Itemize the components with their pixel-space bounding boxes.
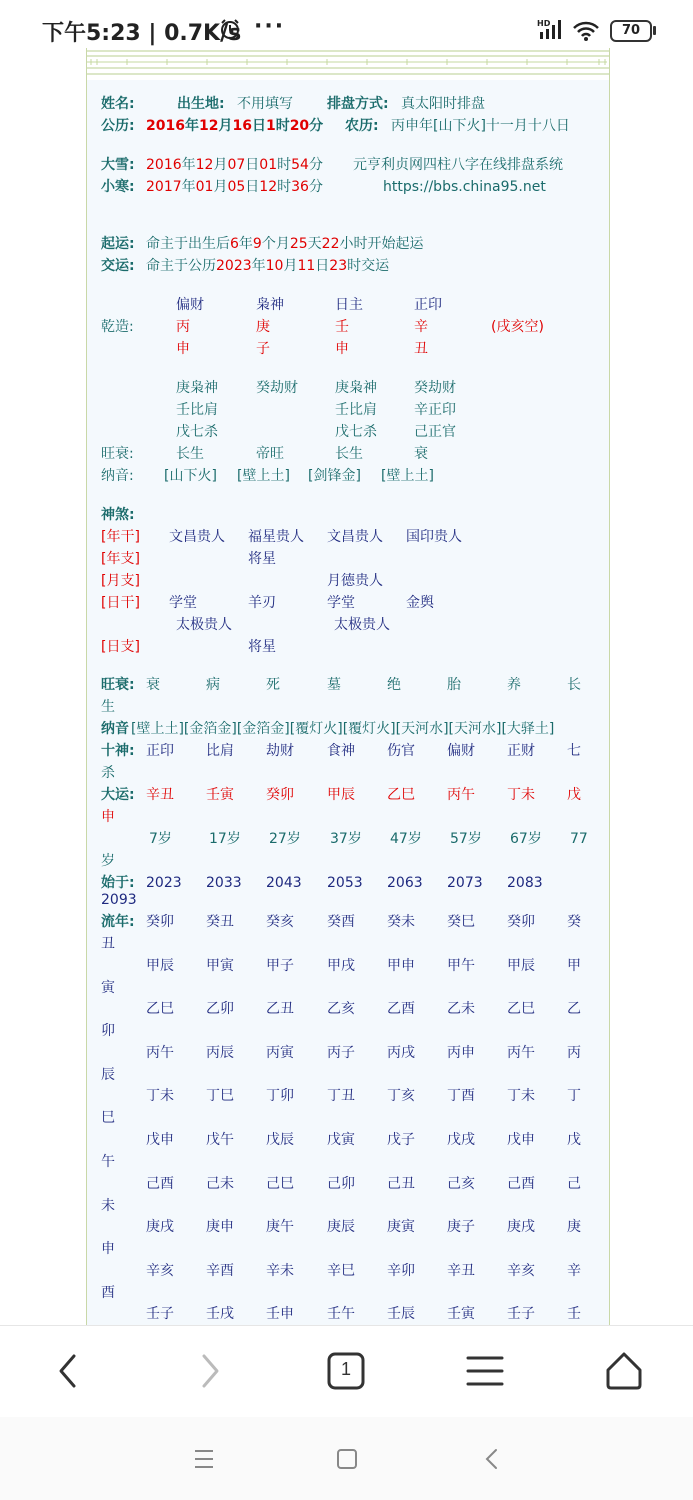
nayin-hour: [壁上土] <box>381 468 434 484</box>
liunian-cell: 戊辰 <box>266 1132 294 1148</box>
dayun-wangshuai-cell: 病 <box>206 677 220 693</box>
liunian-cell: 丙戌 <box>387 1044 415 1061</box>
greg-day-unit: 日 <box>251 118 266 134</box>
wangshuai-day: 长生 <box>335 446 363 462</box>
dayun-shiyu-cell: 2073 <box>447 875 483 891</box>
shensha-cell: 羊刃 <box>248 595 276 611</box>
stem-hour: 辛 <box>414 319 428 335</box>
xiaohan-month: 01 <box>195 179 214 195</box>
liunian-cell: 甲辰 <box>146 957 174 974</box>
liunian-cell: 丁未 <box>507 1088 535 1105</box>
hidden-stem: 戊七杀 <box>335 424 377 440</box>
jiaoyun-label: 交运: <box>101 258 135 274</box>
greg-minute-unit: 分 <box>309 118 324 134</box>
jiaoyun-text <box>146 257 389 275</box>
alarm-icon <box>219 18 241 44</box>
liunian-cell: 己 <box>567 1175 581 1192</box>
shensha-cell: 国印贵人 <box>406 529 462 545</box>
shensha-row-label: [日支] <box>101 639 140 655</box>
wangshuai-label: 旺衰: <box>101 446 134 462</box>
liunian-wrap: 午 <box>101 1154 115 1170</box>
home-icon <box>599 1346 649 1396</box>
xiaohan-label: 小寒: <box>101 179 135 195</box>
square-icon <box>327 1441 367 1477</box>
dayun-wangshuai-label: 旺衰: <box>101 677 135 693</box>
dayun-shiyu-cell: 2083 <box>507 875 543 891</box>
hidden-stem: 己正官 <box>414 424 456 440</box>
dayun-wangshuai-cell: 养 <box>507 677 521 693</box>
daxue-hour-unit: 时 <box>277 157 292 173</box>
liunian-cell: 丙辰 <box>206 1044 234 1061</box>
liunian-cell: 乙卯 <box>206 1001 234 1018</box>
hidden-stem: 壬比肩 <box>335 402 377 418</box>
daxue-day: 07 <box>227 157 246 173</box>
liunian-cell: 甲申 <box>387 957 415 974</box>
signal-icon <box>537 18 565 44</box>
liunian-cell: 丙子 <box>327 1044 355 1061</box>
ten-god-hour: 正印 <box>414 297 442 313</box>
wifi-icon <box>572 20 600 46</box>
liunian-cell: 丙申 <box>447 1044 475 1061</box>
menu-icon <box>460 1346 510 1396</box>
lunar-value: 丙申年[山下火]十一月十八日 <box>391 118 570 134</box>
liunian-cell: 甲戌 <box>327 957 355 974</box>
jiaoyun-part: 年 <box>251 258 266 274</box>
liunian-wrap: 丑 <box>101 936 115 952</box>
jiaoyun-month: 10 <box>265 258 284 274</box>
liunian-cell: 辛酉 <box>206 1262 234 1279</box>
liunian-cell: 戊 <box>567 1132 581 1148</box>
liunian-cell: 庚 <box>567 1219 581 1236</box>
dayun-pillar-cell: 丁未 <box>507 787 535 803</box>
dayun-wangshuai-cell: 绝 <box>387 677 401 693</box>
jiaoyun-hour: 23 <box>329 258 348 274</box>
home-button[interactable] <box>599 1346 649 1396</box>
recent-apps-button[interactable] <box>184 1441 224 1477</box>
liunian-cell: 己卯 <box>327 1175 355 1192</box>
dayun-wangshuai-cell: 长 <box>567 677 581 693</box>
liunian-cell: 壬午 <box>327 1306 355 1323</box>
hidden-stem: 庚枭神 <box>335 380 377 396</box>
stem-day: 壬 <box>335 319 349 335</box>
liunian-cell: 己未 <box>206 1175 234 1192</box>
liunian-cell: 壬申 <box>266 1306 294 1323</box>
qiyun-label: 起运: <box>101 236 135 252</box>
greg-month-unit: 月 <box>218 118 233 134</box>
liunian-cell: 辛 <box>567 1262 581 1279</box>
birthplace-value: 不用填写 <box>237 96 293 112</box>
liunian-cell: 戊申 <box>146 1132 174 1148</box>
liunian-cell: 戊子 <box>387 1132 415 1148</box>
qiyun-days: 25 <box>289 236 308 252</box>
liunian-cell: 辛未 <box>266 1262 294 1279</box>
liunian-wrap: 卯 <box>101 1023 115 1040</box>
liunian-cell: 癸 <box>567 914 581 930</box>
jiaoyun-part: 月 <box>283 258 298 274</box>
dayun-shishen-cell: 正印 <box>146 743 174 759</box>
liunian-cell: 辛卯 <box>387 1262 415 1279</box>
liunian-wrap: 辰 <box>101 1066 115 1083</box>
ten-god-month: 枭神 <box>256 297 284 313</box>
shensha-cell: 将星 <box>248 551 276 567</box>
liunian-cell: 壬戌 <box>206 1306 234 1323</box>
liunian-cell: 丁卯 <box>266 1088 294 1105</box>
branch-month: 子 <box>256 341 270 357</box>
system-home-button[interactable] <box>327 1441 367 1477</box>
status-time-speed: 下午5:23 | 0.7K/s <box>42 21 242 46</box>
dayun-shiyu-cell: 2063 <box>387 875 423 891</box>
liunian-cell: 癸亥 <box>266 914 294 930</box>
dayun-nayin-label: 纳音 <box>101 721 129 737</box>
daxue-year-unit: 年 <box>181 157 196 173</box>
liunian-cell: 丁亥 <box>387 1088 415 1105</box>
greg-minute: 20 <box>289 118 310 134</box>
dayun-pillar-cell: 乙巳 <box>387 787 415 803</box>
shensha-cell: 金舆 <box>406 595 434 611</box>
shensha-cell: 月德贵人 <box>327 573 383 589</box>
qiyun-months: 9 <box>252 236 262 252</box>
stem-year: 丙 <box>176 319 190 335</box>
qiyun-part: 个月 <box>261 236 290 252</box>
qiyun-text <box>146 235 424 253</box>
liunian-cell: 壬 <box>567 1306 581 1323</box>
stem-month: 庚 <box>256 319 270 335</box>
liunian-cell: 丁 <box>567 1088 581 1105</box>
liunian-cell: 戊申 <box>507 1132 535 1148</box>
method-value: 真太阳时排盘 <box>401 96 485 112</box>
liunian-cell: 癸丑 <box>206 914 234 930</box>
dayun-shishen-cell: 正财 <box>507 743 535 759</box>
qiyun-part: 小时开始起运 <box>339 236 424 252</box>
birthplace-label: 出生地: <box>177 96 225 112</box>
liunian-cell: 癸卯 <box>507 914 535 930</box>
dayun-pillar-cell: 辛丑 <box>146 787 174 803</box>
liunian-cell: 庚午 <box>266 1219 294 1236</box>
liunian-cell: 甲午 <box>447 957 475 974</box>
nayin-year: [山下火] <box>164 468 217 484</box>
liunian-cell: 庚寅 <box>387 1219 415 1236</box>
liunian-cell: 丙 <box>567 1044 581 1061</box>
dayun-pillar-cell: 癸卯 <box>266 787 294 803</box>
dayun-pillar-cell: 壬寅 <box>206 787 234 803</box>
liunian-cell: 癸未 <box>387 914 415 930</box>
liunian-cell: 戊午 <box>206 1132 234 1148</box>
liunian-cell: 辛巳 <box>327 1262 355 1279</box>
dayun-age-cell: 37岁 <box>330 831 362 847</box>
system-back-button[interactable] <box>472 1441 512 1477</box>
liunian-cell: 乙未 <box>447 1001 475 1018</box>
daxue-label: 大雪: <box>101 157 135 173</box>
triangle-back-icon <box>472 1441 512 1477</box>
liunian-cell: 甲寅 <box>206 957 234 974</box>
ten-god-year: 偏财 <box>176 297 204 313</box>
dayun-shiyu-cell: 2053 <box>327 875 363 891</box>
liunian-wrap: 巳 <box>101 1110 115 1127</box>
wangshuai-year: 长生 <box>176 446 204 462</box>
jiaoyun-part: 时交运 <box>347 258 390 274</box>
gregorian-date <box>146 117 323 135</box>
battery-icon <box>610 20 652 42</box>
liunian-cell: 戊戌 <box>447 1132 475 1148</box>
jiaoyun-day: 11 <box>297 258 316 274</box>
dayun-wangshuai-cell: 墓 <box>327 677 341 693</box>
back-button[interactable] <box>43 1346 93 1396</box>
dayun-shishen-cell: 伤官 <box>387 743 415 759</box>
liunian-wrap: 寅 <box>101 979 115 996</box>
liunian-cell: 庚子 <box>447 1219 475 1236</box>
daxue-minute-unit: 分 <box>308 157 323 173</box>
shensha-cell: 学堂 <box>327 595 355 611</box>
dayun-age-cell: 47岁 <box>390 831 422 847</box>
liunian-cell: 丁酉 <box>447 1088 475 1105</box>
daxue-month: 12 <box>195 157 214 173</box>
name-label: 姓名: <box>101 96 135 112</box>
xiaohan-day: 05 <box>227 179 246 195</box>
paipan-result-panel <box>86 48 610 1325</box>
method-label: 排盘方式: <box>327 96 389 112</box>
hidden-stem: 庚枭神 <box>176 380 218 396</box>
dayun-dayun-label: 大运: <box>101 787 135 803</box>
dayun-pillar-cell: 丙午 <box>447 787 475 803</box>
branch-year: 申 <box>176 341 190 357</box>
hidden-stem: 戊七杀 <box>176 424 218 440</box>
liunian-cell: 丙寅 <box>266 1044 294 1061</box>
qiyun-years: 6 <box>230 236 239 252</box>
shensha-cell: 将星 <box>248 639 276 655</box>
shensha-row-label: [月支] <box>101 573 140 589</box>
dayun-age-cell: 57岁 <box>450 831 482 847</box>
xiaohan-day-unit: 日 <box>245 179 260 195</box>
hidden-stem: 壬比肩 <box>176 402 218 418</box>
gregorian-label: 公历: <box>101 118 135 134</box>
liunian-cell: 壬子 <box>507 1306 535 1323</box>
dayun-age-wrap: 岁 <box>101 853 115 869</box>
site-name: 元亨利贞网四柱八字在线排盘系统 <box>353 157 563 173</box>
menu-button[interactable] <box>460 1346 510 1396</box>
liunian-cell: 辛亥 <box>507 1262 535 1279</box>
xiaohan-year: 2017 <box>146 179 182 195</box>
liunian-cell: 丁丑 <box>327 1088 355 1105</box>
dayun-age-cell: 67岁 <box>510 831 542 847</box>
dayun-shishen-cell: 偏财 <box>447 743 475 759</box>
liunian-cell: 丁未 <box>146 1088 174 1105</box>
qiyun-part: 命主于出生后 <box>146 236 230 252</box>
dayun-shishen-cell: 食神 <box>327 743 355 759</box>
dayun-shishen-cell: 七 <box>567 743 581 759</box>
liunian-cell: 甲子 <box>266 957 294 974</box>
dayun-age-cell: 27岁 <box>269 831 301 847</box>
liunian-cell: 乙 <box>567 1001 581 1018</box>
greg-year-unit: 年 <box>184 118 199 134</box>
jiaoyun-part: 日 <box>315 258 330 274</box>
liunian-wrap: 未 <box>101 1197 115 1214</box>
battery-level: 70 <box>621 23 641 38</box>
branch-hour: 丑 <box>414 341 428 357</box>
liunian-cell: 癸卯 <box>146 914 174 930</box>
liunian-cell: 丙午 <box>507 1044 535 1061</box>
dayun-age-cell: 77 <box>570 831 588 847</box>
hidden-stem: 辛正印 <box>414 402 456 418</box>
liunian-cell: 戊寅 <box>327 1132 355 1148</box>
greg-year: 2016 <box>146 118 185 134</box>
dayun-shiyu-label: 始于: <box>101 875 135 891</box>
dayun-shiyu-cell: 2023 <box>146 875 182 891</box>
xiaohan-hour: 12 <box>259 179 278 195</box>
daxue-hour: 01 <box>259 157 278 173</box>
daxue-minute: 54 <box>291 157 309 173</box>
browser-nav-bar <box>0 1325 693 1418</box>
shensha-row-label: [年干] <box>101 529 140 545</box>
dayun-nayin-line: [壁上土][金箔金][金箔金][覆灯火][覆灯火][天河水][天河水][大驿土] <box>131 721 555 737</box>
qianzao-label: 乾造: <box>101 319 134 335</box>
liunian-cell: 乙巳 <box>507 1001 535 1018</box>
dayun-age-cell: 7岁 <box>149 831 172 847</box>
liunian-cell: 己巳 <box>266 1175 294 1192</box>
liunian-cell: 辛亥 <box>146 1262 174 1279</box>
xiaohan-date <box>146 178 323 196</box>
dayun-wangshuai-cell: 衰 <box>146 677 160 693</box>
qiyun-part: 天 <box>307 236 322 252</box>
qiyun-hours: 22 <box>321 236 340 252</box>
more-notifications-icon: ··· <box>254 14 286 39</box>
xiaohan-month-unit: 月 <box>213 179 228 195</box>
dayun-shishen-cell: 劫财 <box>266 743 294 759</box>
wangshuai-month: 帝旺 <box>256 446 284 462</box>
liunian-cell: 乙酉 <box>387 1001 415 1018</box>
system-nav-bar <box>0 1417 693 1500</box>
hidden-stem: 癸劫财 <box>256 380 298 396</box>
daxue-day-unit: 日 <box>245 157 260 173</box>
liunian-cell: 庚申 <box>206 1219 234 1236</box>
liunian-cell: 壬寅 <box>447 1306 475 1323</box>
liunian-cell: 丙午 <box>146 1044 174 1061</box>
liunian-cell: 己丑 <box>387 1175 415 1192</box>
ten-god-day: 日主 <box>335 297 363 313</box>
liunian-cell: 甲辰 <box>507 957 535 974</box>
shensha-row-label: [年支] <box>101 551 140 567</box>
greg-hour: 1 <box>265 118 276 134</box>
liunian-cell: 乙巳 <box>146 1001 174 1018</box>
dayun-age-cell: 17岁 <box>209 831 241 847</box>
tabs-button[interactable] <box>321 1346 371 1396</box>
liunian-cell: 丁巳 <box>206 1088 234 1105</box>
dayun-shiyu-cell: 2033 <box>206 875 242 891</box>
liunian-cell: 癸酉 <box>327 914 355 930</box>
site-url-link[interactable]: https://bbs.china95.net <box>383 179 546 195</box>
liunian-wrap: 申 <box>101 1241 115 1258</box>
daxue-date <box>146 156 323 174</box>
tab-count: 1 <box>340 1359 351 1379</box>
dayun-shiyu-cell: 2043 <box>266 875 302 891</box>
qiyun-part: 年 <box>238 236 253 252</box>
nayin-day: [剑锋金] <box>308 468 361 484</box>
dayun-wangshuai-wrap: 生 <box>101 699 115 715</box>
xiaohan-minute-unit: 分 <box>308 179 323 195</box>
greg-day: 16 <box>232 118 252 134</box>
nayin-month: [壁上土] <box>237 468 290 484</box>
jiaoyun-part: 命主于公历 <box>146 258 216 274</box>
chevron-left-icon <box>43 1346 93 1396</box>
shensha-cell: 学堂 <box>169 595 197 611</box>
liunian-cell: 癸巳 <box>447 914 475 930</box>
shensha-cell: 福星贵人 <box>248 529 304 545</box>
hidden-stem: 癸劫财 <box>414 380 456 396</box>
lunar-label: 农历: <box>345 118 379 134</box>
greg-month: 12 <box>198 118 219 134</box>
nayin-label: 纳音: <box>101 468 134 484</box>
liunian-cell: 乙亥 <box>327 1001 355 1018</box>
shensha-row-label: [日干] <box>101 595 140 611</box>
dayun-shiyu-wrap: 2093 <box>101 892 137 908</box>
shensha-cell: 太极贵人 <box>334 617 390 633</box>
liunian-cell: 庚戌 <box>507 1219 535 1236</box>
shensha-cell: 太极贵人 <box>176 617 232 633</box>
dayun-pillar-cell: 甲辰 <box>327 787 355 803</box>
xiaohan-hour-unit: 时 <box>277 179 292 195</box>
decorative-border <box>87 48 609 80</box>
dayun-pillar-wrap: 申 <box>101 809 115 825</box>
chevron-right-icon <box>185 1346 235 1396</box>
dayun-shishen-cell: 比肩 <box>206 743 234 759</box>
liunian-cell: 辛丑 <box>447 1262 475 1279</box>
liunian-cell: 庚辰 <box>327 1219 355 1236</box>
liunian-cell: 己酉 <box>507 1175 535 1192</box>
dayun-shishen-label: 十神: <box>101 743 135 759</box>
dayun-pillar-cell: 戊 <box>567 787 581 803</box>
liunian-cell: 壬辰 <box>387 1306 415 1323</box>
svg-text:HD: HD <box>537 19 551 28</box>
branch-day: 申 <box>335 341 349 357</box>
shensha-cell: 文昌贵人 <box>169 529 225 545</box>
daxue-year: 2016 <box>146 157 182 173</box>
wangshuai-hour: 衰 <box>414 446 428 462</box>
liunian-cell: 己亥 <box>447 1175 475 1192</box>
dayun-wangshuai-cell: 胎 <box>447 677 461 693</box>
battery-tip <box>653 26 656 35</box>
liunian-cell: 壬子 <box>146 1306 174 1323</box>
greg-hour-unit: 时 <box>275 118 290 134</box>
xiaohan-year-unit: 年 <box>181 179 196 195</box>
void-branches: (戌亥空) <box>491 319 544 335</box>
liunian-cell: 庚戌 <box>146 1219 174 1236</box>
daxue-month-unit: 月 <box>213 157 228 173</box>
dayun-liunian-label: 流年: <box>101 914 135 930</box>
liunian-cell: 甲 <box>567 957 581 974</box>
xiaohan-minute: 36 <box>291 179 309 195</box>
liunian-wrap: 酉 <box>101 1284 115 1301</box>
jiaoyun-year: 2023 <box>216 258 252 274</box>
dayun-wangshuai-cell: 死 <box>266 677 280 693</box>
recent-apps-icon <box>184 1441 224 1477</box>
shensha-cell: 文昌贵人 <box>327 529 383 545</box>
liunian-cell: 乙丑 <box>266 1001 294 1018</box>
forward-button[interactable] <box>185 1346 235 1396</box>
shensha-title: 神煞: <box>101 507 135 523</box>
liunian-cell: 己酉 <box>146 1175 174 1192</box>
dayun-shishen-wrap: 杀 <box>101 765 115 781</box>
